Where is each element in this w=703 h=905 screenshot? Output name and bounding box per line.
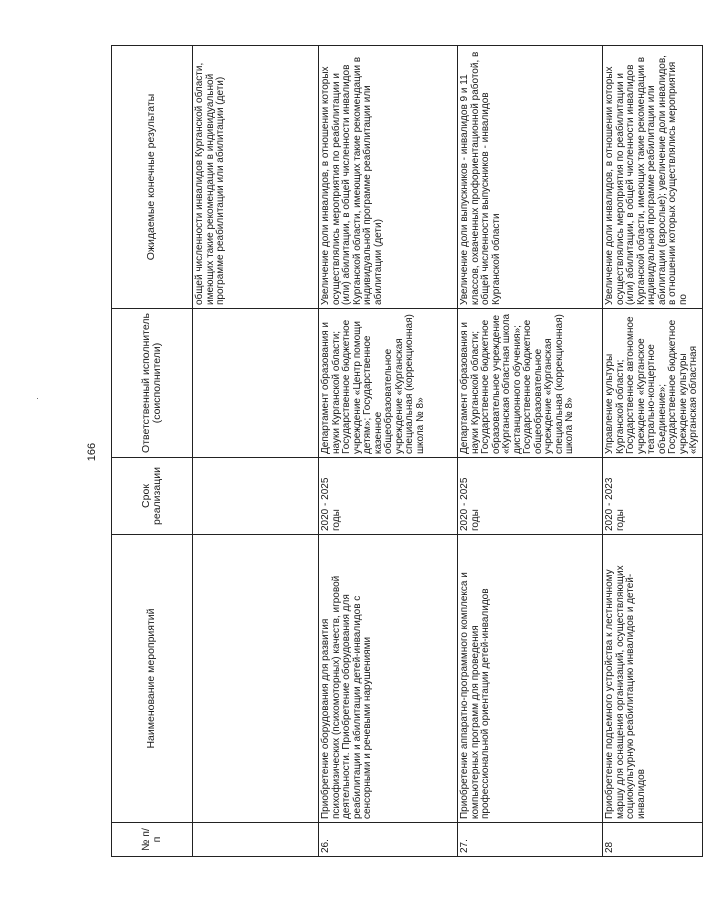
table-row bbox=[319, 46, 458, 857]
cell-executor bbox=[193, 309, 319, 458]
cell-num bbox=[193, 823, 319, 857]
cell-term: 2020 - 2023 годы bbox=[603, 458, 703, 535]
cell-num: 28 bbox=[603, 823, 703, 857]
measures-table bbox=[111, 45, 703, 857]
table-row bbox=[458, 46, 603, 857]
cell-num: 26. bbox=[319, 823, 458, 857]
table-row bbox=[193, 46, 319, 857]
table-container bbox=[111, 46, 699, 857]
cell-executor: Управление культуры Курганской области; Государственное автономное учреждение «Курганское театрально-концертное объединение»; Государственное бюджетное учреждение культуры «Курганская областная bbox=[603, 309, 703, 458]
header-result: Ожидаемые конечные результаты bbox=[112, 46, 193, 309]
table-header-row bbox=[112, 46, 193, 857]
cell-executor: Департамент образования и науки Курганской области; Государственное бюджетное образовательное учреждение «Курганская областная школа дистанционного обучения»; Государственное бюджетное общеобразовательное учреждение «Курганская специальная (коррекционная) школа № 8» bbox=[458, 309, 603, 458]
scan-mark: · bbox=[36, 393, 39, 403]
header-executor: Ответственный исполнитель (соисполнители) bbox=[112, 309, 193, 458]
table-row bbox=[603, 46, 703, 857]
header-term: Срок реализации bbox=[112, 458, 193, 535]
header-num: № п/п bbox=[112, 823, 193, 857]
cell-term: 2020 - 2025 годы bbox=[319, 458, 458, 535]
cell-name: Приобретение аппаратно-программного комплекса и компьютерных программ для проведения профессиональной ориентации детей-инвалидов bbox=[458, 535, 603, 823]
cell-result: общей численности инвалидов Курганской области, имеющих такие рекомендации в индивидуальной программе реабилитации или абилитации (дети) bbox=[193, 46, 319, 309]
cell-result: Увеличение доли выпускников - инвалидов 9 и 11 классов, охваченных профориентационной работой, в общей численности выпускников - инвалидов Курганской области bbox=[458, 46, 603, 309]
cell-term bbox=[193, 458, 319, 535]
cell-executor: Департамент образования и науки Курганской области; Государственное бюджетное учреждение «Центр помощи детям»; Государственное казенное общеобразовательное учреждение «Курганская специальная (коррекционная) школа № 8» bbox=[319, 309, 458, 458]
cell-name: Приобретение подъемного устройства к лестничному маршу для оснащения организаций, осуществляющих социокультурную реабилитацию инвалидов и детей-инвалидов bbox=[603, 535, 703, 823]
cell-name bbox=[193, 535, 319, 823]
page-number: 166 bbox=[86, 442, 98, 462]
cell-term: 2020 - 2025 годы bbox=[458, 458, 603, 535]
cell-name: Приобретение оборудования для развития психофизических (психомоторных) качеств, игровой деятельности. Приобретение оборудования для реабилитации и абилитации детей-инвалидов с сенсорными и речевыми нарушениями bbox=[319, 535, 458, 823]
cell-result: Увеличение доли инвалидов, в отношении которых осуществлялись мероприятия по реабилитации и (или) абилитации, в общей численности инвалидов Курганской области, имеющих такие рекомендации в индивидуальной программе реабилитации или абилитации (дети) bbox=[319, 46, 458, 309]
cell-num: 27. bbox=[458, 823, 603, 857]
cell-result: Увеличение доли инвалидов, в отношении которых осуществлялись мероприятия по реабилитации и (или) абилитации, в общей численности инвалидов Курганской области, имеющих такие рекомендации в индивидуальной программе реабилитации или абилитации (взрослые); увеличение доли инвалидов, в отношении которых осуществлялись мероприятия по bbox=[603, 46, 703, 309]
header-name: Наименование мероприятий bbox=[112, 535, 193, 823]
